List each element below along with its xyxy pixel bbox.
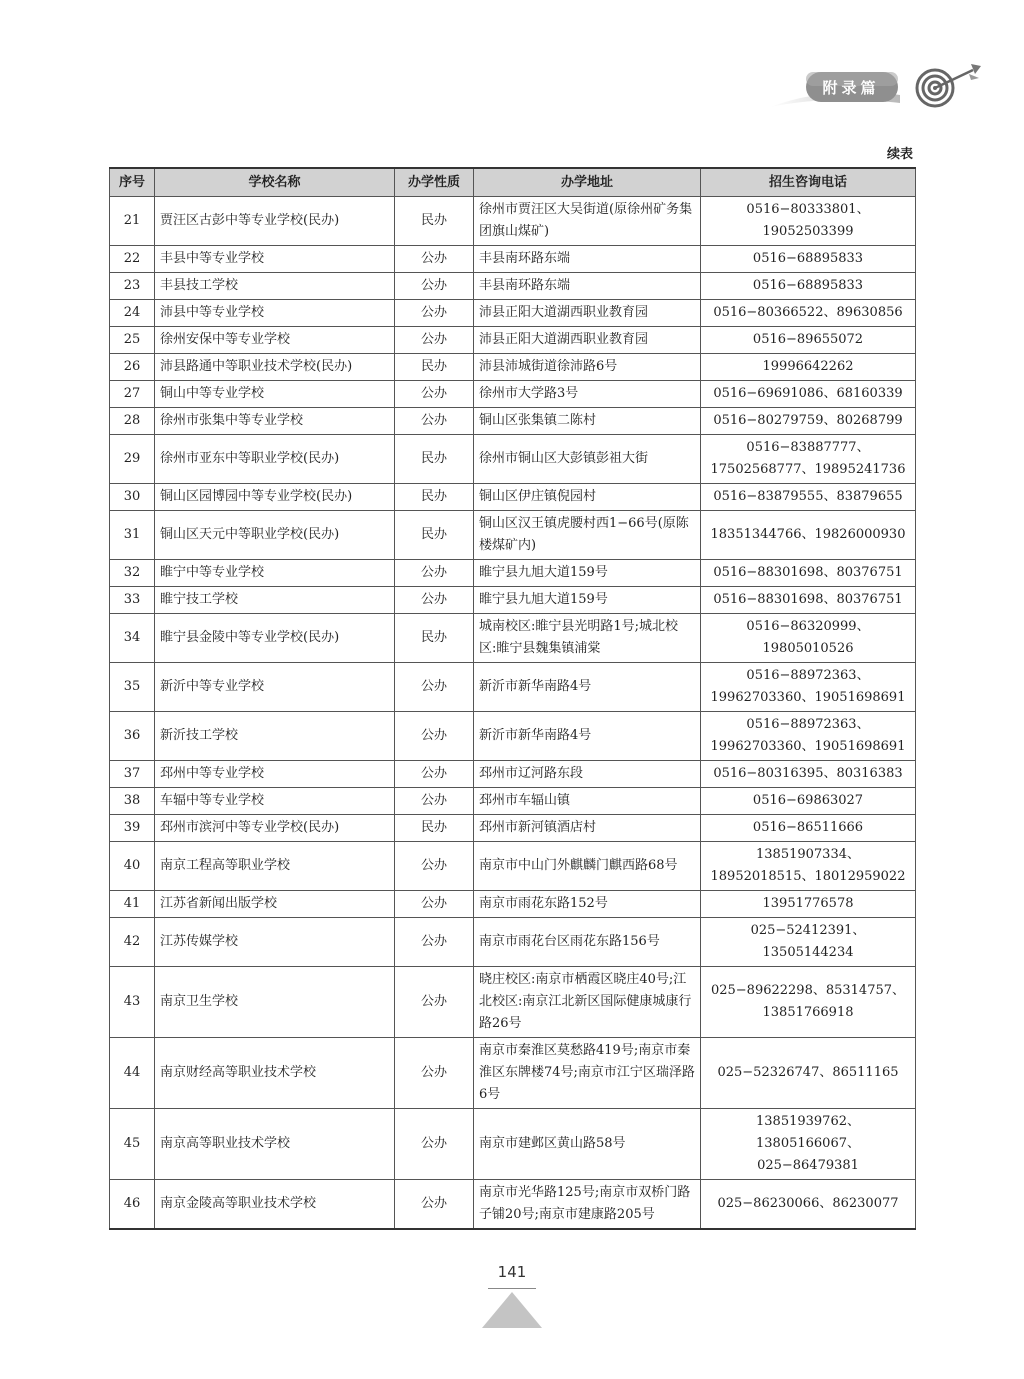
school-address: 徐州市贾汪区大吴街道(原徐州矿务集团旗山煤矿) bbox=[474, 197, 701, 246]
target-dart-icon bbox=[915, 58, 985, 110]
column-header-address: 办学地址 bbox=[474, 168, 701, 197]
table-row bbox=[110, 408, 916, 435]
school-address: 南京市建邺区黄山路58号 bbox=[474, 1109, 701, 1180]
column-header-name: 学校名称 bbox=[155, 168, 395, 197]
table-body bbox=[110, 197, 916, 1230]
school-phone: 0516−83887777、17502568777、19895241736 bbox=[701, 435, 916, 484]
row-number: 29 bbox=[110, 435, 155, 484]
row-number: 28 bbox=[110, 408, 155, 435]
school-type: 公办 bbox=[395, 1038, 474, 1109]
table-row bbox=[110, 560, 916, 587]
school-phone: 0516−80279759、80268799 bbox=[701, 408, 916, 435]
school-type: 民办 bbox=[395, 435, 474, 484]
school-address: 徐州市大学路3号 bbox=[474, 381, 701, 408]
school-address: 南京市雨花台区雨花东路156号 bbox=[474, 918, 701, 967]
school-name: 南京高等职业技术学校 bbox=[155, 1109, 395, 1180]
school-type: 公办 bbox=[395, 381, 474, 408]
school-type: 公办 bbox=[395, 842, 474, 891]
column-header-phone: 招生咨询电话 bbox=[701, 168, 916, 197]
table-row bbox=[110, 967, 916, 1038]
school-type: 公办 bbox=[395, 712, 474, 761]
school-phone: 025−52326747、86511165 bbox=[701, 1038, 916, 1109]
row-number: 45 bbox=[110, 1109, 155, 1180]
row-number: 34 bbox=[110, 614, 155, 663]
school-address: 沛县沛城街道徐沛路6号 bbox=[474, 354, 701, 381]
school-name: 徐州市张集中等专业学校 bbox=[155, 408, 395, 435]
row-number: 21 bbox=[110, 197, 155, 246]
school-name: 丰县中等专业学校 bbox=[155, 246, 395, 273]
school-type: 公办 bbox=[395, 788, 474, 815]
school-address: 丰县南环路东端 bbox=[474, 246, 701, 273]
row-number: 44 bbox=[110, 1038, 155, 1109]
row-number: 32 bbox=[110, 560, 155, 587]
school-phone: 0516−83879555、83879655 bbox=[701, 484, 916, 511]
row-number: 42 bbox=[110, 918, 155, 967]
school-name: 睢宁县金陵中等专业学校(民办) bbox=[155, 614, 395, 663]
school-name: 邳州中等专业学校 bbox=[155, 761, 395, 788]
school-type: 公办 bbox=[395, 273, 474, 300]
school-address: 沛县正阳大道湖西职业教育园 bbox=[474, 300, 701, 327]
table-row bbox=[110, 891, 916, 918]
school-address: 睢宁县九旭大道159号 bbox=[474, 560, 701, 587]
school-name: 丰县技工学校 bbox=[155, 273, 395, 300]
school-address: 邳州市辽河路东段 bbox=[474, 761, 701, 788]
school-name: 贾汪区古彭中等专业学校(民办) bbox=[155, 197, 395, 246]
school-name: 睢宁中等专业学校 bbox=[155, 560, 395, 587]
school-type: 公办 bbox=[395, 761, 474, 788]
table-row bbox=[110, 815, 916, 842]
school-phone: 0516−86320999、19805010526 bbox=[701, 614, 916, 663]
school-type: 公办 bbox=[395, 1109, 474, 1180]
school-phone: 0516−88972363、19962703360、19051698691 bbox=[701, 712, 916, 761]
section-label: 附录篇 bbox=[822, 78, 880, 97]
school-name: 江苏省新闻出版学校 bbox=[155, 891, 395, 918]
school-phone: 0516−68895833 bbox=[701, 246, 916, 273]
school-name: 南京金陵高等职业技术学校 bbox=[155, 1180, 395, 1230]
school-phone: 0516−69691086、68160339 bbox=[701, 381, 916, 408]
row-number: 25 bbox=[110, 327, 155, 354]
school-address: 徐州市铜山区大彭镇彭祖大街 bbox=[474, 435, 701, 484]
page-number-rule bbox=[488, 1288, 536, 1289]
row-number: 41 bbox=[110, 891, 155, 918]
school-type: 民办 bbox=[395, 614, 474, 663]
table-row bbox=[110, 1038, 916, 1109]
school-phone: 19996642262 bbox=[701, 354, 916, 381]
school-address: 铜山区伊庄镇倪园村 bbox=[474, 484, 701, 511]
school-phone: 18351344766、19826000930 bbox=[701, 511, 916, 560]
table-row bbox=[110, 327, 916, 354]
school-address: 南京市光华路125号;南京市双桥门路子铺20号;南京市建康路205号 bbox=[474, 1180, 701, 1230]
school-name: 南京财经高等职业技术学校 bbox=[155, 1038, 395, 1109]
row-number: 37 bbox=[110, 761, 155, 788]
school-type: 公办 bbox=[395, 663, 474, 712]
school-type: 公办 bbox=[395, 560, 474, 587]
table-row bbox=[110, 511, 916, 560]
school-phone: 0516−88301698、80376751 bbox=[701, 587, 916, 614]
school-address: 南京市秦淮区莫愁路419号;南京市秦淮区东牌楼74号;南京市江宁区瑞泽路6号 bbox=[474, 1038, 701, 1109]
school-name: 铜山区天元中等职业学校(民办) bbox=[155, 511, 395, 560]
table-row bbox=[110, 788, 916, 815]
row-number: 38 bbox=[110, 788, 155, 815]
table-row bbox=[110, 614, 916, 663]
row-number: 26 bbox=[110, 354, 155, 381]
school-name: 徐州市亚东中等职业学校(民办) bbox=[155, 435, 395, 484]
school-address: 睢宁县九旭大道159号 bbox=[474, 587, 701, 614]
school-phone: 13851907334、18952018515、18012959022 bbox=[701, 842, 916, 891]
school-name: 新沂中等专业学校 bbox=[155, 663, 395, 712]
table-row bbox=[110, 587, 916, 614]
school-address: 铜山区张集镇二陈村 bbox=[474, 408, 701, 435]
school-name: 车辐中等专业学校 bbox=[155, 788, 395, 815]
row-number: 22 bbox=[110, 246, 155, 273]
table-row bbox=[110, 300, 916, 327]
school-type: 民办 bbox=[395, 354, 474, 381]
school-phone: 0516−80316395、80316383 bbox=[701, 761, 916, 788]
school-type: 民办 bbox=[395, 815, 474, 842]
school-name: 南京卫生学校 bbox=[155, 967, 395, 1038]
school-type: 公办 bbox=[395, 327, 474, 354]
school-type: 公办 bbox=[395, 246, 474, 273]
row-number: 35 bbox=[110, 663, 155, 712]
table-row bbox=[110, 712, 916, 761]
column-header-type: 办学性质 bbox=[395, 168, 474, 197]
table-row bbox=[110, 663, 916, 712]
school-type: 公办 bbox=[395, 1180, 474, 1230]
row-number: 40 bbox=[110, 842, 155, 891]
school-address: 南京市雨花东路152号 bbox=[474, 891, 701, 918]
school-name: 铜山中等专业学校 bbox=[155, 381, 395, 408]
table-header-row bbox=[110, 168, 916, 197]
school-phone: 0516−80333801、19052503399 bbox=[701, 197, 916, 246]
row-number: 30 bbox=[110, 484, 155, 511]
school-address: 新沂市新华南路4号 bbox=[474, 712, 701, 761]
table-row bbox=[110, 1180, 916, 1230]
school-phone: 025−52412391、13505144234 bbox=[701, 918, 916, 967]
school-type: 民办 bbox=[395, 197, 474, 246]
school-address: 丰县南环路东端 bbox=[474, 273, 701, 300]
table-row bbox=[110, 761, 916, 788]
school-phone: 0516−88301698、80376751 bbox=[701, 560, 916, 587]
school-name: 沛县路通中等职业技术学校(民办) bbox=[155, 354, 395, 381]
row-number: 24 bbox=[110, 300, 155, 327]
table-row bbox=[110, 842, 916, 891]
school-type: 公办 bbox=[395, 587, 474, 614]
row-number: 33 bbox=[110, 587, 155, 614]
school-type: 公办 bbox=[395, 918, 474, 967]
table-row bbox=[110, 197, 916, 246]
table-row bbox=[110, 484, 916, 511]
table-row bbox=[110, 273, 916, 300]
school-type: 公办 bbox=[395, 408, 474, 435]
school-name: 新沂技工学校 bbox=[155, 712, 395, 761]
school-phone: 025−86230066、86230077 bbox=[701, 1180, 916, 1230]
school-address: 铜山区汉王镇虎腰村西1−66号(原陈楼煤矿内) bbox=[474, 511, 701, 560]
table-row bbox=[110, 354, 916, 381]
school-type: 公办 bbox=[395, 300, 474, 327]
school-type: 公办 bbox=[395, 967, 474, 1038]
row-number: 39 bbox=[110, 815, 155, 842]
school-phone: 0516−88972363、19962703360、19051698691 bbox=[701, 663, 916, 712]
school-address: 城南校区:睢宁县光明路1号;城北校区:睢宁县魏集镇浦棠 bbox=[474, 614, 701, 663]
school-type: 民办 bbox=[395, 511, 474, 560]
table-row bbox=[110, 435, 916, 484]
school-phone: 13851939762、13805166067、025−86479381 bbox=[701, 1109, 916, 1180]
continued-label: 续表 bbox=[886, 147, 913, 162]
school-type: 民办 bbox=[395, 484, 474, 511]
school-name: 沛县中等专业学校 bbox=[155, 300, 395, 327]
school-phone: 0516−86511666 bbox=[701, 815, 916, 842]
row-number: 43 bbox=[110, 967, 155, 1038]
school-phone: 0516−68895833 bbox=[701, 273, 916, 300]
page-number: 141 bbox=[497, 1263, 527, 1281]
school-address: 南京市中山门外麒麟门麒西路68号 bbox=[474, 842, 701, 891]
school-phone: 0516−89655072 bbox=[701, 327, 916, 354]
school-phone: 025−89622298、85314757、13851766918 bbox=[701, 967, 916, 1038]
school-name: 徐州安保中等专业学校 bbox=[155, 327, 395, 354]
row-number: 31 bbox=[110, 511, 155, 560]
row-number: 23 bbox=[110, 273, 155, 300]
school-address: 邳州市车辐山镇 bbox=[474, 788, 701, 815]
school-address: 沛县正阳大道湖西职业教育园 bbox=[474, 327, 701, 354]
school-address: 新沂市新华南路4号 bbox=[474, 663, 701, 712]
school-table bbox=[109, 167, 916, 1230]
row-number: 46 bbox=[110, 1180, 155, 1230]
school-type: 公办 bbox=[395, 891, 474, 918]
school-name: 南京工程高等职业学校 bbox=[155, 842, 395, 891]
school-phone: 0516−80366522、89630856 bbox=[701, 300, 916, 327]
school-name: 江苏传媒学校 bbox=[155, 918, 395, 967]
school-phone: 0516−69863027 bbox=[701, 788, 916, 815]
school-phone: 13951776578 bbox=[701, 891, 916, 918]
table-row bbox=[110, 246, 916, 273]
school-name: 铜山区园博园中等专业学校(民办) bbox=[155, 484, 395, 511]
table-row bbox=[110, 1109, 916, 1180]
page-triangle-icon bbox=[482, 1292, 542, 1328]
school-address: 邳州市新河镇酒店村 bbox=[474, 815, 701, 842]
school-name: 睢宁技工学校 bbox=[155, 587, 395, 614]
table-row bbox=[110, 918, 916, 967]
row-number: 27 bbox=[110, 381, 155, 408]
row-number: 36 bbox=[110, 712, 155, 761]
school-name: 邳州市滨河中等专业学校(民办) bbox=[155, 815, 395, 842]
column-header-no: 序号 bbox=[110, 168, 155, 197]
table-row bbox=[110, 381, 916, 408]
school-address: 晓庄校区:南京市栖霞区晓庄40号;江北校区:南京江北新区国际健康城康行路26号 bbox=[474, 967, 701, 1038]
